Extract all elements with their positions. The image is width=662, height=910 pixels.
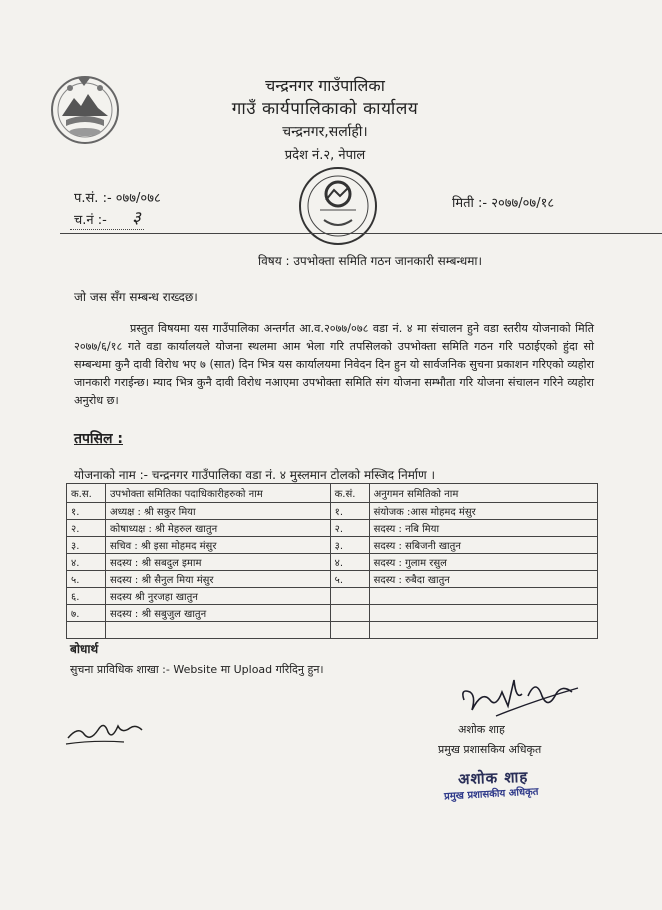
officer-signature-icon	[456, 670, 580, 726]
table-cell: ३.	[330, 537, 369, 554]
table-row	[67, 520, 598, 537]
table-cell: १.	[67, 503, 106, 520]
table-cell	[67, 622, 106, 639]
province-line: प्रदेश नं.२, नेपाल	[284, 148, 366, 163]
table-cell: अध्यक्ष : श्री सकुर मिया	[105, 503, 330, 520]
table-cell: ३.	[67, 537, 106, 554]
table-cell	[330, 605, 369, 622]
table-cell: २.	[330, 520, 369, 537]
table-cell: २.	[67, 520, 106, 537]
body-paragraph: प्रस्तुत विषयमा यस गाउँपालिका अन्तर्गत आ.व.२०७७/०७८ वडा नं. ४ मा संचालन हुने वडा स्तरीय योजनाको मिति २०७७/६/१८ गते वडा कार्यालयले योजना स्थलमा आम भेला गरि तपसिलको उपभोक्ता समिति गठन गरि पठाईएको हुंदा सो सम्बन्धमा कुनै दावी विरोध भए ७ (सात) दिन भित्र यस कार्यालयमा निवेदन दिन हुन यो सार्वजनिक सुचना प्रकाशन गरिएको व्यहोरा जानकारी गराईन्छ। म्याद भित्र कुनै दावी विरोध नआएमा उपभोक्ता समिति संग योजना सम्भौता गरि योजना संचालन गरिने व्यहोरा अनुरोध छ।	[74, 322, 594, 407]
table-row	[67, 605, 598, 622]
bodhartha-line: सुचना प्राविधिक शाखा :- Website मा Upload गरिदिनु हुन।	[70, 663, 324, 676]
table-cell: सदस्य : रुबैदा खातुन	[369, 571, 597, 588]
chalani-number: ३	[132, 208, 141, 228]
table-header-row	[67, 484, 598, 503]
office-address: चन्द्रनगर,सर्लाही।	[282, 124, 368, 140]
table-cell: सदस्य : नबि मिया	[369, 520, 597, 537]
table-row	[67, 622, 598, 639]
table-cell: सदस्य श्री नुरजहा खातुन	[105, 588, 330, 605]
col-header-monitoring-committee: अनुगमन समितिको नाम	[369, 484, 597, 503]
table-row	[67, 571, 598, 588]
table-row	[67, 503, 598, 520]
table-cell: सदस्य : श्री सबुजुल खातुन	[105, 605, 330, 622]
table-cell: ५.	[330, 571, 369, 588]
table-cell: संयोजक :आस मोहमद मंसुर	[369, 503, 597, 520]
table-cell	[105, 622, 330, 639]
header-divider	[60, 233, 662, 234]
org-name: चन्द्रनगर गाउँपालिका	[265, 76, 385, 95]
table-cell: ४.	[330, 554, 369, 571]
col-header-user-committee: उपभोक्ता समितिका पदाधिकारीहरुको नाम	[105, 484, 330, 503]
initial-signature-icon	[64, 712, 146, 750]
signatory-title: प्रमुख प्रशासकिय अधिकृत	[438, 743, 542, 756]
table-cell: सचिव : श्री इसा मोहमद मंसुर	[105, 537, 330, 554]
table-cell: ५.	[67, 571, 106, 588]
letter-body	[74, 320, 594, 410]
table-cell: कोषाध्यक्ष : श्री मेहरुल खातुन	[105, 520, 330, 537]
table-cell: सदस्य : सबिजनी खातुन	[369, 537, 597, 554]
table-cell: ६.	[67, 588, 106, 605]
col-header-sn2: क.सं.	[330, 484, 369, 503]
table-cell: सदस्य : श्री सबदुल इमाम	[105, 554, 330, 571]
table-cell	[330, 622, 369, 639]
table-cell: ७.	[67, 605, 106, 622]
table-cell: १.	[330, 503, 369, 520]
tapasil-heading: तपसिल :	[74, 431, 123, 447]
stamp-name: अशोक शाह	[457, 767, 529, 789]
table-cell	[330, 588, 369, 605]
table-cell	[369, 622, 597, 639]
chalani-label: च.नं :-	[74, 213, 107, 228]
table-cell: सदस्य : गुलाम रसुल	[369, 554, 597, 571]
table-cell	[369, 588, 597, 605]
signatory-name: अशोक शाह	[458, 723, 505, 736]
col-header-sn: क.स.	[67, 484, 106, 503]
bodhartha-label: बोधार्थ	[70, 642, 99, 656]
table-cell: ४.	[67, 554, 106, 571]
table-row	[67, 554, 598, 571]
project-name: योजनाको नाम :- चन्द्रनगर गाउँपालिका वडा नं. ४ मुस्लमान टोलको मस्जिद निर्माण ।	[74, 468, 436, 482]
salutation: जो जस सँग सम्बन्ध राख्दछ।	[74, 290, 198, 304]
office-seal-icon	[296, 164, 380, 248]
letter-subject: विषय : उपभोक्ता समिति गठन जानकारी सम्बन्धमा।	[258, 254, 483, 268]
office-name: गाउँ कार्यपालिकाको कार्यालय	[231, 99, 419, 119]
table-cell	[369, 605, 597, 622]
patra-sankhya: प.सं. :- ०७७/०७८	[74, 191, 161, 206]
table-cell: सदस्य : श्री सैनुल मिया मंसुर	[105, 571, 330, 588]
stamp-title: प्रमुख प्रशासकीय अधिकृत	[443, 786, 539, 803]
table-row	[67, 588, 598, 605]
committee-table	[66, 483, 598, 639]
table-row	[67, 537, 598, 554]
letter-date: मिती :- २०७७/०७/१८	[452, 196, 555, 211]
chalani-underline	[70, 229, 144, 230]
